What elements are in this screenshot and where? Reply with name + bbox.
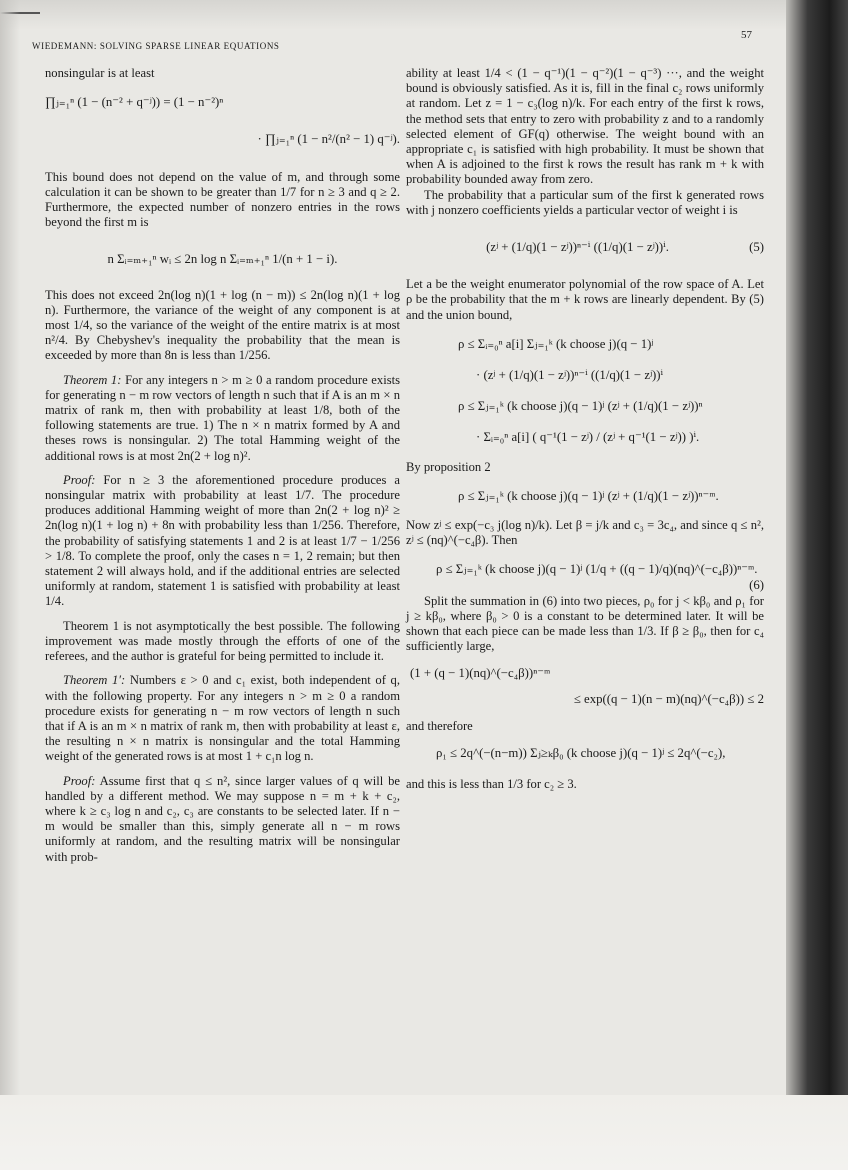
equation: ρ ≤ Σᵢ₌₀ⁿ a[i] Σⱼ₌₁ᵏ (k choose j)(q − 1)ʲ [458,336,654,351]
paragraph: Let a be the weight enumerator polynomial of the row space of A. Let ρ be the probability that the m + k rows are linearly dependent. By (5) and the union bound, [406,277,764,322]
theorem-1-prime-body: Numbers ε > 0 and c₁ exist, both independent of q, with the following property. For any integers n > m ≥ 0 a random procedure exists for generating n − m row vectors of length n such that if A is an m × n matrix of rank m, then with probability at least ε, the resulting n × n matrix is nonsingular and the total Hamming weight of the generated rows is at most 1 + c₁n log n. [45,673,400,764]
equation: ρ ≤ Σⱼ₌₁ᵏ (k choose j)(q − 1)ʲ (1/q + ((q − 1)/q)(nq)^(−c₄β))ⁿ⁻ᵐ. [436,562,758,577]
equation: ∏ⱼ₌₁ⁿ (1 − (n⁻² + q⁻ʲ)) = (1 − n⁻²)ⁿ [45,95,224,110]
theorem-1 [45,373,400,464]
scan-left-shadow [0,0,20,1095]
equation: ρ ≤ Σⱼ₌₁ᵏ (k choose j)(q − 1)ʲ (zʲ + (1/q)(1 − zʲ))ⁿ [458,399,703,414]
paragraph: and this is less than 1/3 for c₂ ≥ 3. [406,777,577,792]
scan-top-edge [0,0,848,30]
equation-number: (6) [749,577,764,592]
right-column [406,66,764,793]
theorem-1-title: Theorem 1: [63,372,122,387]
running-head: WIEDEMANN: SOLVING SPARSE LINEAR EQUATIONS [32,41,280,51]
proof-2-title: Proof: [63,773,96,788]
theorem-1-prime-title: Theorem 1′: [63,673,126,688]
equation: ≤ exp((q − 1)(n − m)(nq)^(−c₄β)) ≤ 2 [573,691,764,706]
equation-number: (5) [749,240,764,255]
theorem-1-prime [45,673,400,764]
proof-1-title: Proof: [63,472,96,487]
paragraph: This bound does not depend on the value of m, and through some calculation it can be shown to be greater than 1/7 for n ≥ 3 and q ≥ 2. Furthermore, the expected number of nonzero entries in the rows beyond the first m is [45,169,400,230]
equation: ρ₁ ≤ 2q^(−(n−m)) Σⱼ≥ₖβ₀ (k choose j)(q − 1)ʲ ≤ 2q^(−c₂), [436,746,726,761]
proof-1 [45,473,400,610]
paragraph: ability at least 1/4 < (1 − q⁻¹)(1 − q⁻²)(1 − q⁻³) ···, and the weight bound is obviously satisfied. As it is, fill in the final c₂ rows uniformly at random. Let z = 1 − c₃(log n)/k. For each entry of the first k rows, the method sets that entry to zero with probability z and to a randomly selected element of GF(q) otherwise. The weight bound with an appropriate c₁ is satisfied with high probability. It must be shown that when A is adjoined to the first k rows the result has rank m + k with probability bounded away from zero. [406,66,764,187]
equation: n Σᵢ₌ₘ₊₁ⁿ wᵢ ≤ 2n log n Σᵢ₌ₘ₊₁ⁿ 1/(n + 1 − i). [107,252,338,267]
proof-2 [45,774,400,865]
equation: · Σᵢ₌₀ⁿ a[i] ( q⁻¹(1 − zʲ) / (zʲ + q⁻¹(1 − zʲ)) )ⁱ. [476,430,700,445]
paragraph: Theorem 1 is not asymptotically the best possible. The following improvement was made mostly through the efforts of one of the referees, and the author is grateful for being permitted to include it. [45,618,400,664]
paragraph: The probability that a particular sum of the first k generated rows with j nonzero coefficients yields a particular vector of weight i is [406,187,764,217]
paragraph: By proposition 2 [406,459,491,474]
paragraph: Split the summation in (6) into two pieces, ρ₀ for j < kβ₀ and ρ₁ for j ≥ kβ₀, where β₀ > 0 is a constant to be determined later. It will be shown that each piece can be made less than 1/3. If β ≥ β₀, then for c₄ sufficiently large, [406,593,764,654]
left-column [45,66,400,865]
equation: · ∏ⱼ₌₁ⁿ (1 − n²/(n² − 1) q⁻ʲ). [257,132,400,147]
paragraph: nonsingular is at least [45,66,155,80]
paragraph: This does not exceed 2n(log n)(1 + log (n − m)) ≤ 2n(log n)(1 + log n). Furthermore, the variance of the weight of any component is at most 1/4, so the variance of the weight of the entire matrix is at most n²/4. By Chebyshev's inequality the probability that the mean is exceeded by more than 8n is less than 1/256. [45,287,400,363]
equation: · (zʲ + (1/q)(1 − zʲ))ⁿ⁻ⁱ ((1/q)(1 − zʲ))ⁱ [476,368,664,383]
equation-5 [406,240,764,255]
page-number: 57 [741,29,752,41]
theorem-1-body: For any integers n > m ≥ 0 a random procedure exists for generating n − m row vectors of length n such that if A is an m × n matrix of rank m, then with probability at least 1/8, both of the following statements are true. 1) The n × n matrix formed by A and theses rows is nonsingular. 2) The total Hamming weight of the additional rows is at most 2n(2 + log n)². [45,372,400,463]
proof-2-body: Assume first that q ≤ n², since larger values of q will be handled by a different method. We may suppose n = m + k + c₂, where k ≥ c₃ log n and c₂, c₃ are constants to be selected later. If n − m would be smaller than this, simply generate all n − m rows uniformly at random, and the resulting matrix will be nonsingular with prob- [45,773,400,864]
equation: (1 + (q − 1)(nq)^(−c₄β))ⁿ⁻ᵐ [410,666,551,681]
equation: (zʲ + (1/q)(1 − zʲ))ⁿ⁻ⁱ ((1/q)(1 − zʲ))ⁱ. [486,240,669,255]
scan-bottom-margin [0,1095,848,1170]
paragraph: Now zʲ ≤ exp(−c₃ j(log n)/k). Let β = j/k and c₃ = 3c₄, and since q ≤ n², zʲ ≤ (nq)^(−c₄β). Then [406,518,764,548]
paragraph: and therefore [406,718,473,733]
book-spine-shadow [786,0,848,1095]
equation-6 [436,562,764,592]
proof-1-body: For n ≥ 3 the aforementioned procedure produces a nonsingular matrix with probability at least 1/7. The procedure produces additional Hamming weight of more than 2n(2 + log n)² ≥ 2n(log n)(1 + log n) + 8n with probability less than 1/256. Therefore, the probability of satisfying statements 1 and 2 is at least 1/7 − 1/256 > 1/8. To complete the proof, only the cases n = 1, 2 remain; but then statement 2 will always hold, and if the additional entries are selected uniformly at random, statement 1 is satisfied with probability at least 1/4. [45,472,400,609]
equation: ρ ≤ Σⱼ₌₁ᵏ (k choose j)(q − 1)ʲ (zʲ + (1/q)(1 − zʲ))ⁿ⁻ᵐ. [458,488,719,503]
